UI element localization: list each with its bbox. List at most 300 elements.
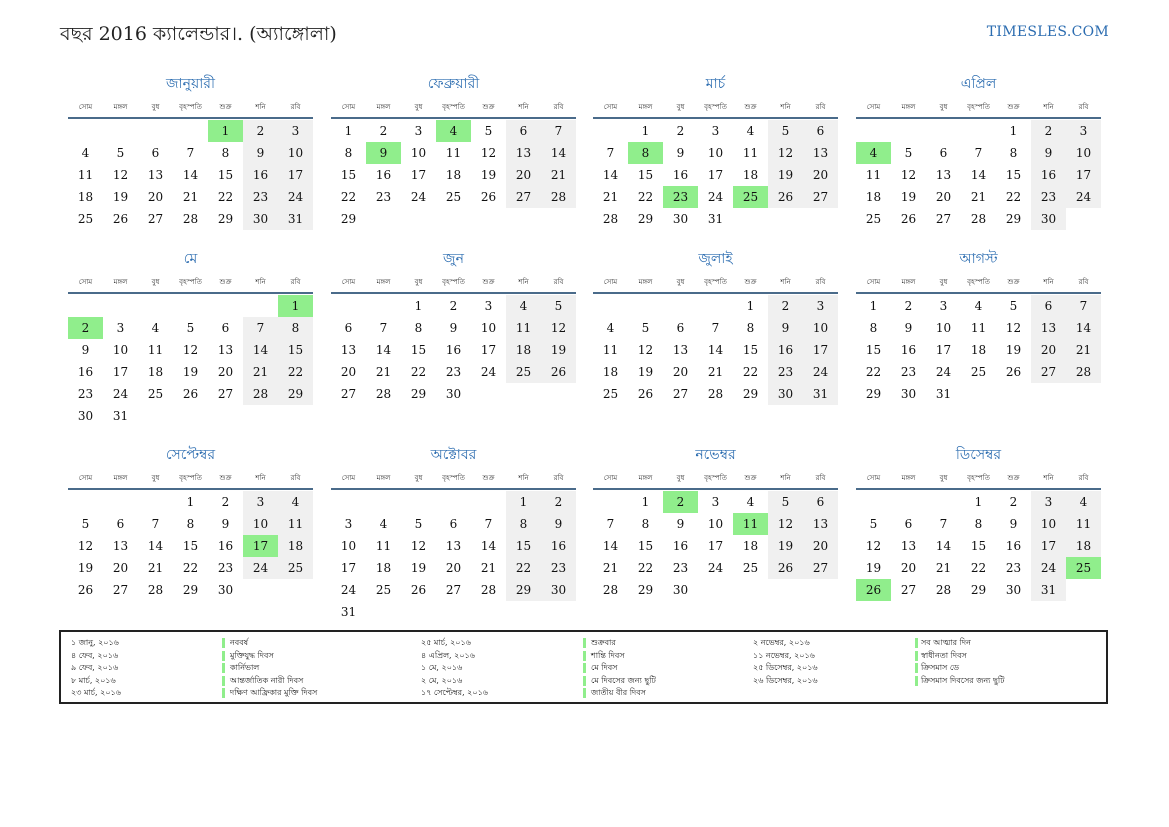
day-cell: 9 [81,343,90,357]
holiday-marker [583,638,586,648]
day-cell: 12 [77,539,94,553]
day-cell: 15 [970,539,987,553]
day-cell: 24 [410,190,427,204]
day-cell: 25 [970,365,987,379]
day-cell: 13 [506,142,541,164]
day-cell: 12 [1005,321,1022,335]
empty-cell [471,491,506,513]
weekday-label: মঙ্গল [638,103,653,111]
weekday-label: শনি [780,103,791,111]
day-cell: 11 [375,539,392,553]
day-cell: 20 [900,561,917,575]
empty-cell [593,120,628,142]
weekday-label: সোম [341,474,356,482]
day-cell: 6 [939,146,948,160]
empty-cell [366,491,401,513]
day-cell: 1 [208,120,243,142]
month-title: নভেম্বর [695,447,736,463]
day-cell: 9 [366,142,401,164]
weekday-header [68,471,313,485]
holiday-date: ২ মে, ২০১৬ [421,675,463,685]
day-cell: 18 [77,190,94,204]
day-cell: 7 [379,321,388,335]
day-grid [593,120,838,230]
weekday-label: বৃহস্পতি [704,278,727,286]
day-cell: 13 [935,168,952,182]
day-cell: 8 [414,321,423,335]
day-cell: 28 [1066,361,1101,383]
header-rule [856,292,1101,294]
day-cell: 25 [278,557,313,579]
day-cell: 18 [1066,535,1101,557]
day-cell: 17 [1031,535,1066,557]
month-title: ফেব্রুয়ারী [427,76,480,92]
day-cell: 11 [602,343,619,357]
holiday-date: ২৫ ডিসেম্বর, ২০১৬ [753,663,818,672]
holiday-date: ৪ ফেব, ২০১৬ [71,650,119,660]
day-cell: 13 [900,539,917,553]
day-cell: 6 [449,517,458,531]
day-cell: 23 [445,365,462,379]
month-title: মার্চ [705,76,726,92]
legend-row [421,687,751,700]
month-title: সেপ্টেম্বর [165,447,216,463]
day-cell: 9 [768,317,803,339]
day-cell: 29 [182,583,199,597]
day-cell: 26 [182,387,199,401]
month-title: জুলাই [698,251,733,267]
day-cell: 7 [1066,295,1101,317]
month-block [68,445,313,601]
day-cell: 3 [414,124,423,138]
day-grid [856,120,1101,230]
header-rule [68,488,313,490]
empty-cell [103,120,138,142]
month-title: এপ্রিল [960,76,997,92]
day-cell: 28 [182,212,199,226]
weekday-label: শুক্র [744,103,757,111]
day-cell: 19 [112,190,129,204]
day-cell: 1 [186,495,195,509]
day-cell: 31 [803,383,838,405]
day-cell: 25 [375,583,392,597]
day-cell: 19 [768,164,803,186]
weekday-label: বুধ [414,278,423,286]
empty-cell [138,491,173,513]
day-cell: 24 [243,557,278,579]
day-cell: 23 [900,365,917,379]
day-cell: 26 [410,583,427,597]
day-grid [68,491,313,601]
legend-row [421,637,751,650]
day-cell: 8 [1009,146,1018,160]
empty-cell [208,295,243,317]
day-cell: 19 [410,561,427,575]
day-cell: 8 [628,142,663,164]
day-cell: 17 [707,539,724,553]
day-cell: 3 [278,120,313,142]
day-cell: 21 [182,190,199,204]
day-cell: 28 [935,583,952,597]
day-cell: 25 [733,186,768,208]
day-cell: 15 [637,168,654,182]
holiday-date: ২৫ মার্চ, ২০১৬ [421,638,471,647]
weekday-label: বৃহস্পতি [967,474,990,482]
empty-cell [663,295,698,317]
month-block [331,445,576,623]
day-cell: 17 [340,561,357,575]
day-cell: 16 [672,168,689,182]
day-cell: 11 [1066,513,1101,535]
month-title: ডিসেম্বর [955,447,1002,463]
day-cell: 3 [116,321,125,335]
day-cell: 11 [742,146,759,160]
day-cell: 30 [768,383,803,405]
day-cell: 15 [340,168,357,182]
holiday-name: ক্রিসমাস দিবসের জন্য ছুটি [921,675,1005,685]
holiday-name: মে দিবস [591,663,618,672]
legend-row [71,662,401,675]
day-cell: 9 [449,321,458,335]
weekday-header [856,471,1101,485]
holiday-name: শান্তি দিবস [591,650,625,660]
day-cell: 30 [1031,208,1066,230]
day-cell: 12 [900,168,917,182]
weekday-label: শনি [255,103,266,111]
day-cell: 1 [278,295,313,317]
day-cell: 20 [445,561,462,575]
day-cell: 24 [1066,186,1101,208]
day-cell: 14 [243,339,278,361]
day-cell: 24 [707,561,724,575]
day-grid [331,295,576,405]
weekday-label: মঙ্গল [638,278,653,286]
day-cell: 19 [900,190,917,204]
day-cell: 27 [803,557,838,579]
weekday-label: রবি [290,474,301,482]
day-cell: 4 [278,491,313,513]
legend-row [71,675,401,688]
day-cell: 15 [182,539,199,553]
weekday-label: বুধ [939,103,948,111]
day-cell: 11 [77,168,94,182]
weekday-label: রবি [815,103,826,111]
empty-cell [138,120,173,142]
day-cell: 21 [602,190,619,204]
day-cell: 13 [803,513,838,535]
empty-cell [436,491,471,513]
weekday-label: মঙ্গল [901,474,916,482]
empty-cell [891,120,926,142]
day-cell: 29 [637,583,654,597]
day-cell: 7 [243,317,278,339]
day-cell: 28 [243,383,278,405]
weekday-label: বৃহস্পতি [442,278,465,286]
day-cell: 30 [217,583,234,597]
weekday-label: বৃহস্পতি [442,103,465,111]
month-title: আগস্ট [959,251,998,267]
day-cell: 5 [641,321,650,335]
day-cell: 6 [803,120,838,142]
month-block [856,74,1101,230]
day-cell: 21 [970,190,987,204]
day-cell: 2 [676,124,685,138]
day-cell: 19 [182,365,199,379]
day-cell: 27 [506,186,541,208]
legend-column [421,637,751,700]
weekday-label: সোম [78,103,93,111]
day-cell: 18 [970,343,987,357]
day-cell: 7 [484,517,493,531]
day-cell: 4 [379,517,388,531]
day-cell: 25 [602,387,619,401]
day-cell: 31 [112,409,129,423]
day-cell: 17 [480,343,497,357]
day-cell: 5 [541,295,576,317]
day-cell: 28 [147,583,164,597]
day-cell: 27 [900,583,917,597]
weekday-label: সোম [341,278,356,286]
day-cell: 12 [410,539,427,553]
day-cell: 17 [935,343,952,357]
day-cell: 18 [445,168,462,182]
weekday-label: মঙ্গল [638,474,653,482]
day-cell: 7 [974,146,983,160]
day-cell: 19 [77,561,94,575]
day-cell: 13 [217,343,234,357]
weekday-label: শুক্র [219,103,232,111]
day-cell: 20 [672,365,689,379]
day-cell: 16 [445,343,462,357]
day-cell: 5 [1009,299,1018,313]
weekday-label: মঙ্গল [376,474,391,482]
weekday-label: রবি [290,103,301,111]
day-cell: 11 [147,343,164,357]
weekday-label: রবি [1078,278,1089,286]
empty-cell [856,120,891,142]
empty-cell [331,295,366,317]
holiday-name: আন্তর্জাতিক নারী দিবস [230,675,304,685]
holiday-name: শুক্রবার [591,638,616,647]
empty-cell [366,295,401,317]
weekday-label: রবি [553,103,564,111]
day-cell: 11 [865,168,882,182]
legend-row [753,637,1083,650]
weekday-label: বুধ [151,278,160,286]
weekday-header [68,275,313,289]
day-cell: 25 [865,212,882,226]
weekday-label: বৃহস্পতি [704,474,727,482]
day-cell: 1 [974,495,983,509]
day-cell: 7 [151,517,160,531]
day-cell: 2 [1031,120,1066,142]
day-cell: 23 [663,186,698,208]
day-cell: 27 [445,583,462,597]
empty-cell [401,491,436,513]
day-cell: 18 [742,539,759,553]
day-cell: 4 [1066,491,1101,513]
day-cell: 30 [672,212,689,226]
weekday-label: রবি [815,474,826,482]
month-block [593,74,838,230]
day-cell: 7 [541,120,576,142]
holiday-marker [222,663,225,673]
day-cell: 10 [112,343,129,357]
day-cell: 28 [707,387,724,401]
day-cell: 28 [970,212,987,226]
empty-cell [856,491,891,513]
day-cell: 14 [707,343,724,357]
day-grid [593,491,838,601]
day-cell: 7 [606,146,615,160]
day-cell: 12 [541,317,576,339]
day-cell: 27 [112,583,129,597]
day-cell: 5 [484,124,493,138]
day-cell: 26 [1005,365,1022,379]
holiday-marker [222,638,225,648]
holiday-marker [583,688,586,698]
holiday-date: ১ জানু, ২০১৬ [71,638,119,647]
month-block [68,249,313,427]
day-cell: 5 [768,491,803,513]
weekday-label: রবি [1078,103,1089,111]
weekday-label: মঙ্গল [376,278,391,286]
day-cell: 26 [480,190,497,204]
day-cell: 29 [506,579,541,601]
day-grid [856,295,1101,405]
weekday-label: সোম [603,278,618,286]
day-cell: 6 [803,491,838,513]
day-cell: 29 [865,387,882,401]
weekday-header [331,471,576,485]
day-cell: 30 [541,579,576,601]
weekday-label: সোম [603,474,618,482]
day-grid [593,295,838,405]
day-cell: 3 [243,491,278,513]
weekday-label: শুক্র [482,474,495,482]
day-cell: 27 [340,387,357,401]
day-cell: 27 [935,212,952,226]
day-cell: 1 [641,495,650,509]
day-cell: 3 [939,299,948,313]
weekday-label: শুক্র [482,103,495,111]
day-cell: 16 [217,539,234,553]
day-cell: 30 [900,387,917,401]
day-cell: 4 [606,321,615,335]
day-cell: 21 [480,561,497,575]
day-cell: 8 [506,513,541,535]
day-cell: 24 [112,387,129,401]
day-cell: 27 [672,387,689,401]
day-cell: 3 [344,517,353,531]
weekday-label: বৃহস্পতি [179,103,202,111]
day-cell: 26 [900,212,917,226]
day-cell: 15 [742,343,759,357]
empty-cell [68,295,103,317]
day-cell: 10 [707,517,724,531]
day-cell: 25 [147,387,164,401]
legend-row [753,650,1083,663]
header-rule [331,292,576,294]
day-cell: 24 [1031,557,1066,579]
day-cell: 1 [641,124,650,138]
day-cell: 29 [410,387,427,401]
holiday-marker [583,676,586,686]
day-cell: 22 [637,561,654,575]
holiday-date: ৯ ফেব, ২০১৬ [71,663,119,672]
day-cell: 4 [974,299,983,313]
day-cell: 28 [602,583,619,597]
weekday-label: সোম [866,278,881,286]
day-cell: 15 [506,535,541,557]
weekday-label: বৃহস্পতি [179,474,202,482]
legend-column [753,637,1083,687]
day-cell: 15 [637,539,654,553]
day-cell: 28 [541,186,576,208]
day-cell: 20 [217,365,234,379]
header-rule [331,117,576,119]
day-cell: 3 [1066,120,1101,142]
day-cell: 20 [147,190,164,204]
weekday-label: বৃহস্পতি [442,474,465,482]
day-cell: 12 [768,513,803,535]
day-cell: 18 [865,190,882,204]
weekday-label: বুধ [414,474,423,482]
day-cell: 2 [541,491,576,513]
day-cell: 20 [112,561,129,575]
weekday-label: শনি [255,474,266,482]
day-cell: 13 [445,539,462,553]
empty-cell [173,295,208,317]
day-cell: 6 [904,517,913,531]
site-link[interactable]: TIMESLES.COM [986,24,1109,40]
day-cell: 7 [939,517,948,531]
day-cell: 9 [904,321,913,335]
holiday-date: ২ নভেম্বর, ২০১৬ [753,638,810,647]
day-cell: 27 [803,186,838,208]
day-cell: 19 [865,561,882,575]
day-cell: 1 [506,491,541,513]
month-block [68,74,313,230]
empty-cell [331,491,366,513]
day-grid [331,120,576,230]
day-cell: 21 [541,164,576,186]
day-cell: 16 [541,535,576,557]
day-cell: 10 [707,146,724,160]
weekday-label: শুক্র [744,278,757,286]
day-cell: 13 [147,168,164,182]
weekday-label: মঙ্গল [113,278,128,286]
weekday-label: বৃহস্পতি [704,103,727,111]
day-cell: 4 [746,124,755,138]
empty-cell [138,295,173,317]
day-cell: 26 [768,186,803,208]
holiday-date: ১ মে, ২০১৬ [421,663,463,672]
month-block [331,249,576,405]
day-grid [68,120,313,230]
day-cell: 14 [935,539,952,553]
header-rule [68,117,313,119]
day-cell: 27 [1031,361,1066,383]
weekday-header [593,471,838,485]
day-cell: 31 [1031,579,1066,601]
weekday-label: শনি [1043,278,1054,286]
day-cell: 21 [147,561,164,575]
day-cell: 3 [803,295,838,317]
day-cell: 12 [637,343,654,357]
day-cell: 14 [375,343,392,357]
holiday-name: স্বাধীনতা দিবস [921,650,967,660]
